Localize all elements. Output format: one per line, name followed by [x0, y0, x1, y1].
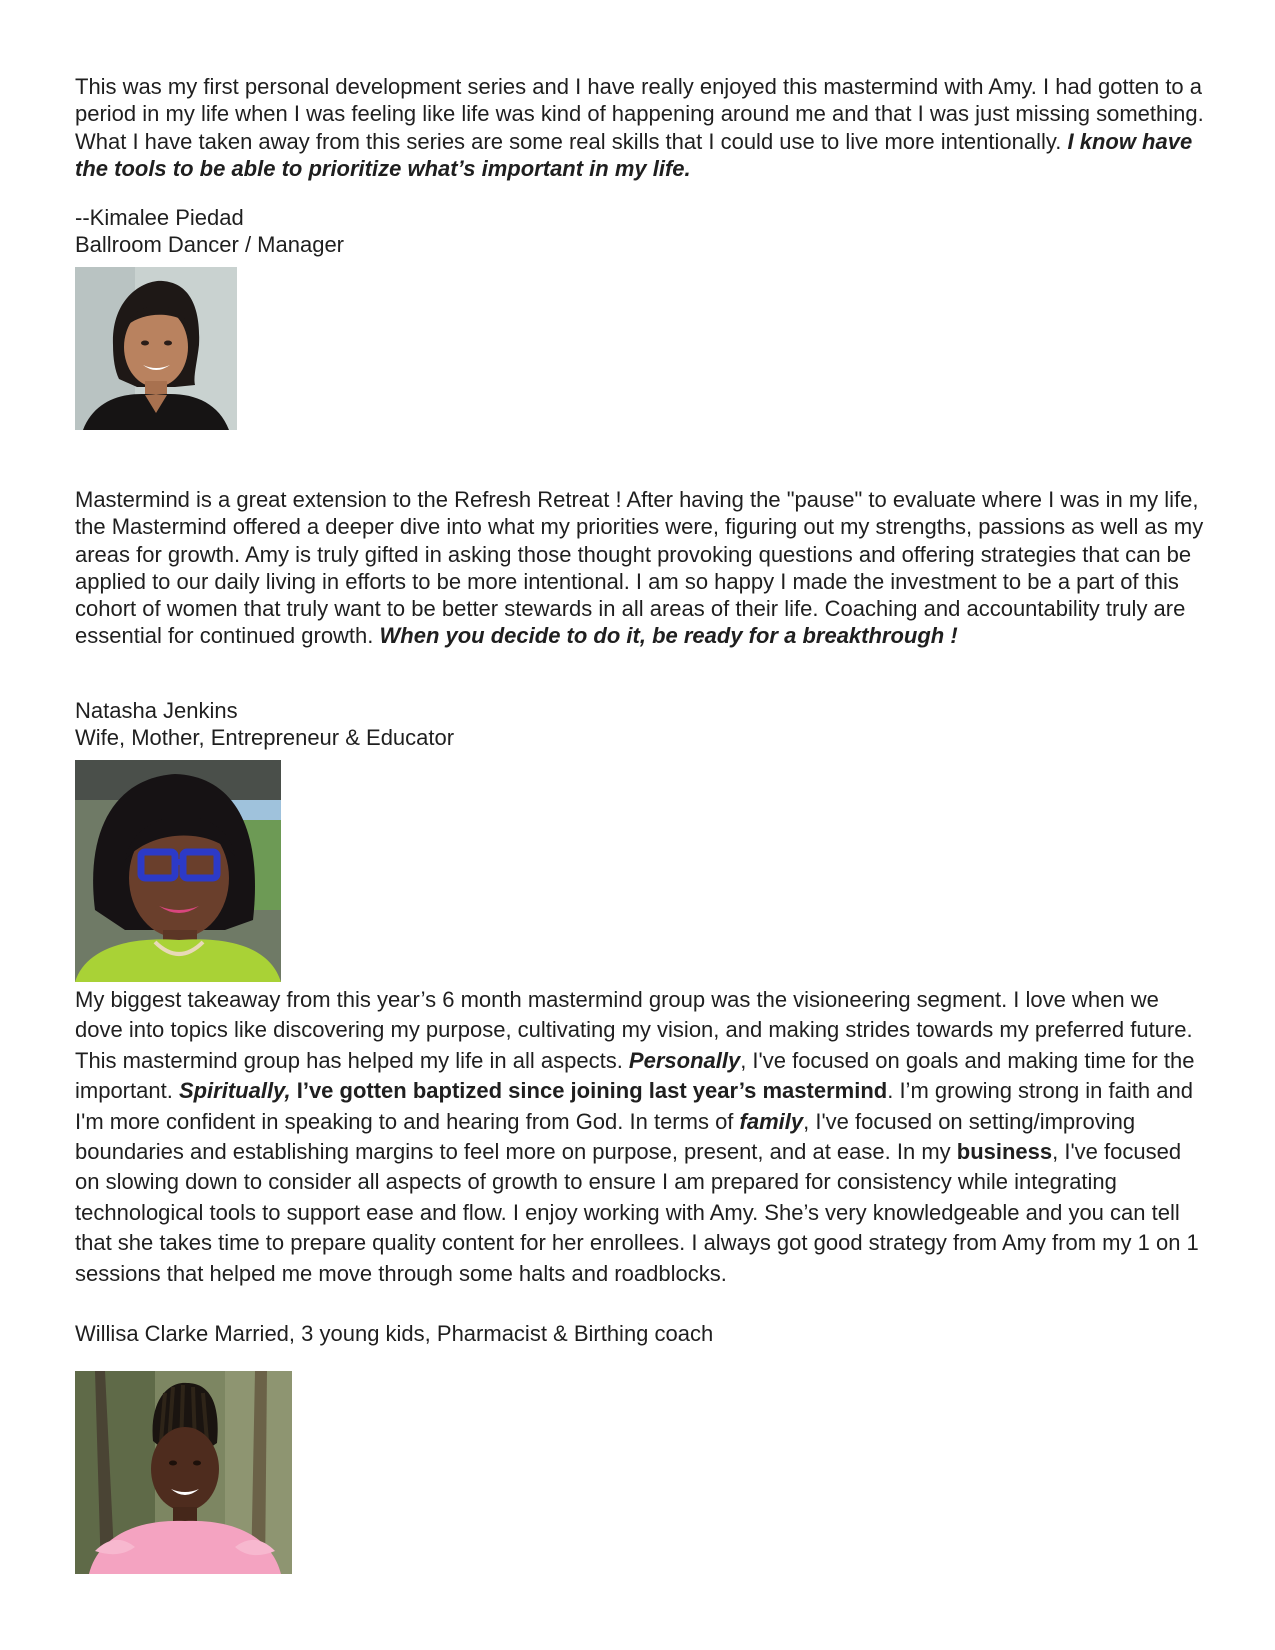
testimonial-3-text	[75, 985, 1210, 1289]
testimonial-2-body: Mastermind is a great extension to the Refresh Retreat ! After having the "pause" to evaluate where I was in my life, the Mastermind offered a deeper dive into what my priorities were, figuring out my strengths, passions as well as my areas for growth. Amy is truly gifted in asking those thought provoking questions and offering strategies that can be applied to our daily living in efforts to be more intentional. I am so happy I made the investment to be a part of this cohort of women that truly want to be better stewards in all areas of their life. Coaching and accountability truly are essential for continued growth.	[75, 487, 1204, 649]
testimonial-3-body-part-3: . I’m growing strong in faith and I'm more confident in speaking to and hearing from God. In terms of	[75, 1078, 1193, 1134]
testimonial-3-body-part-4: , I've focused on setting/improving boundaries and establishing margins to feel more on purpose, present, and at ease. In my	[75, 1108, 1136, 1165]
testimonial-3-emphasis-family: family	[739, 1108, 804, 1134]
testimonial-1-emphasis: I know have the tools to be able to prioritize what’s important in my life.	[75, 128, 1193, 181]
testimonial-2-name: Natasha Jenkins	[75, 698, 238, 723]
testimonial-1-text	[75, 73, 1210, 182]
testimonial-3-emphasis-spiritually: Spiritually,	[178, 1078, 291, 1104]
testimonial-3-bold-business: business	[956, 1139, 1053, 1165]
testimonial-1-name: --Kimalee Piedad	[75, 205, 244, 230]
testimonial-3-signature: Willisa Clarke Married, 3 young kids, Pharmacist & Birthing coach	[75, 1321, 714, 1346]
testimonial-3-emphasis-personally: Personally	[628, 1047, 741, 1073]
testimonial-3-body-part-2: , I've focused on goals and making time for the important.	[75, 1047, 1195, 1104]
testimonial-1-photo	[75, 267, 237, 430]
testimonial-2-emphasis: When you decide to do it, be ready for a breakthrough !	[379, 623, 958, 649]
testimonial-3-photo	[75, 1371, 292, 1574]
testimonial-1-title: Ballroom Dancer / Manager	[75, 232, 345, 257]
testimonial-2-text	[75, 486, 1210, 650]
testimonial-2-title: Wife, Mother, Entrepreneur & Educator	[75, 725, 455, 750]
testimonial-2-photo	[75, 760, 281, 982]
testimonial-3-bold-baptized: I’ve gotten baptized since joining last year’s mastermind	[296, 1078, 888, 1104]
testimonial-3-body-part-1: My biggest takeaway from this year’s 6 month mastermind group was the visioneering segment. I love when we dove into topics like discovering my purpose, cultivating my vision, and making strides towards my preferred future. This mastermind group has helped my life in all aspects.	[75, 987, 1193, 1073]
testimonial-3-body-part-5: , I've focused on slowing down to consider all aspects of growth to ensure I am prepared for consistency while integrating technological tools to support ease and flow. I enjoy working with Amy. She’s very knowledgeable and you can tell that she takes time to prepare quality content for her enrollees. I always got good strategy from Amy from my 1 on 1 sessions that helped me move through some halts and roadblocks.	[75, 1139, 1199, 1286]
testimonial-1-body: This was my first personal development series and I have really enjoyed this mastermind with Amy. I had gotten to a period in my life when I was feeling like life was kind of happening around me and that I was just missing something. What I have taken away from this series are some real skills that I could use to live more intentionally.	[75, 74, 1204, 154]
